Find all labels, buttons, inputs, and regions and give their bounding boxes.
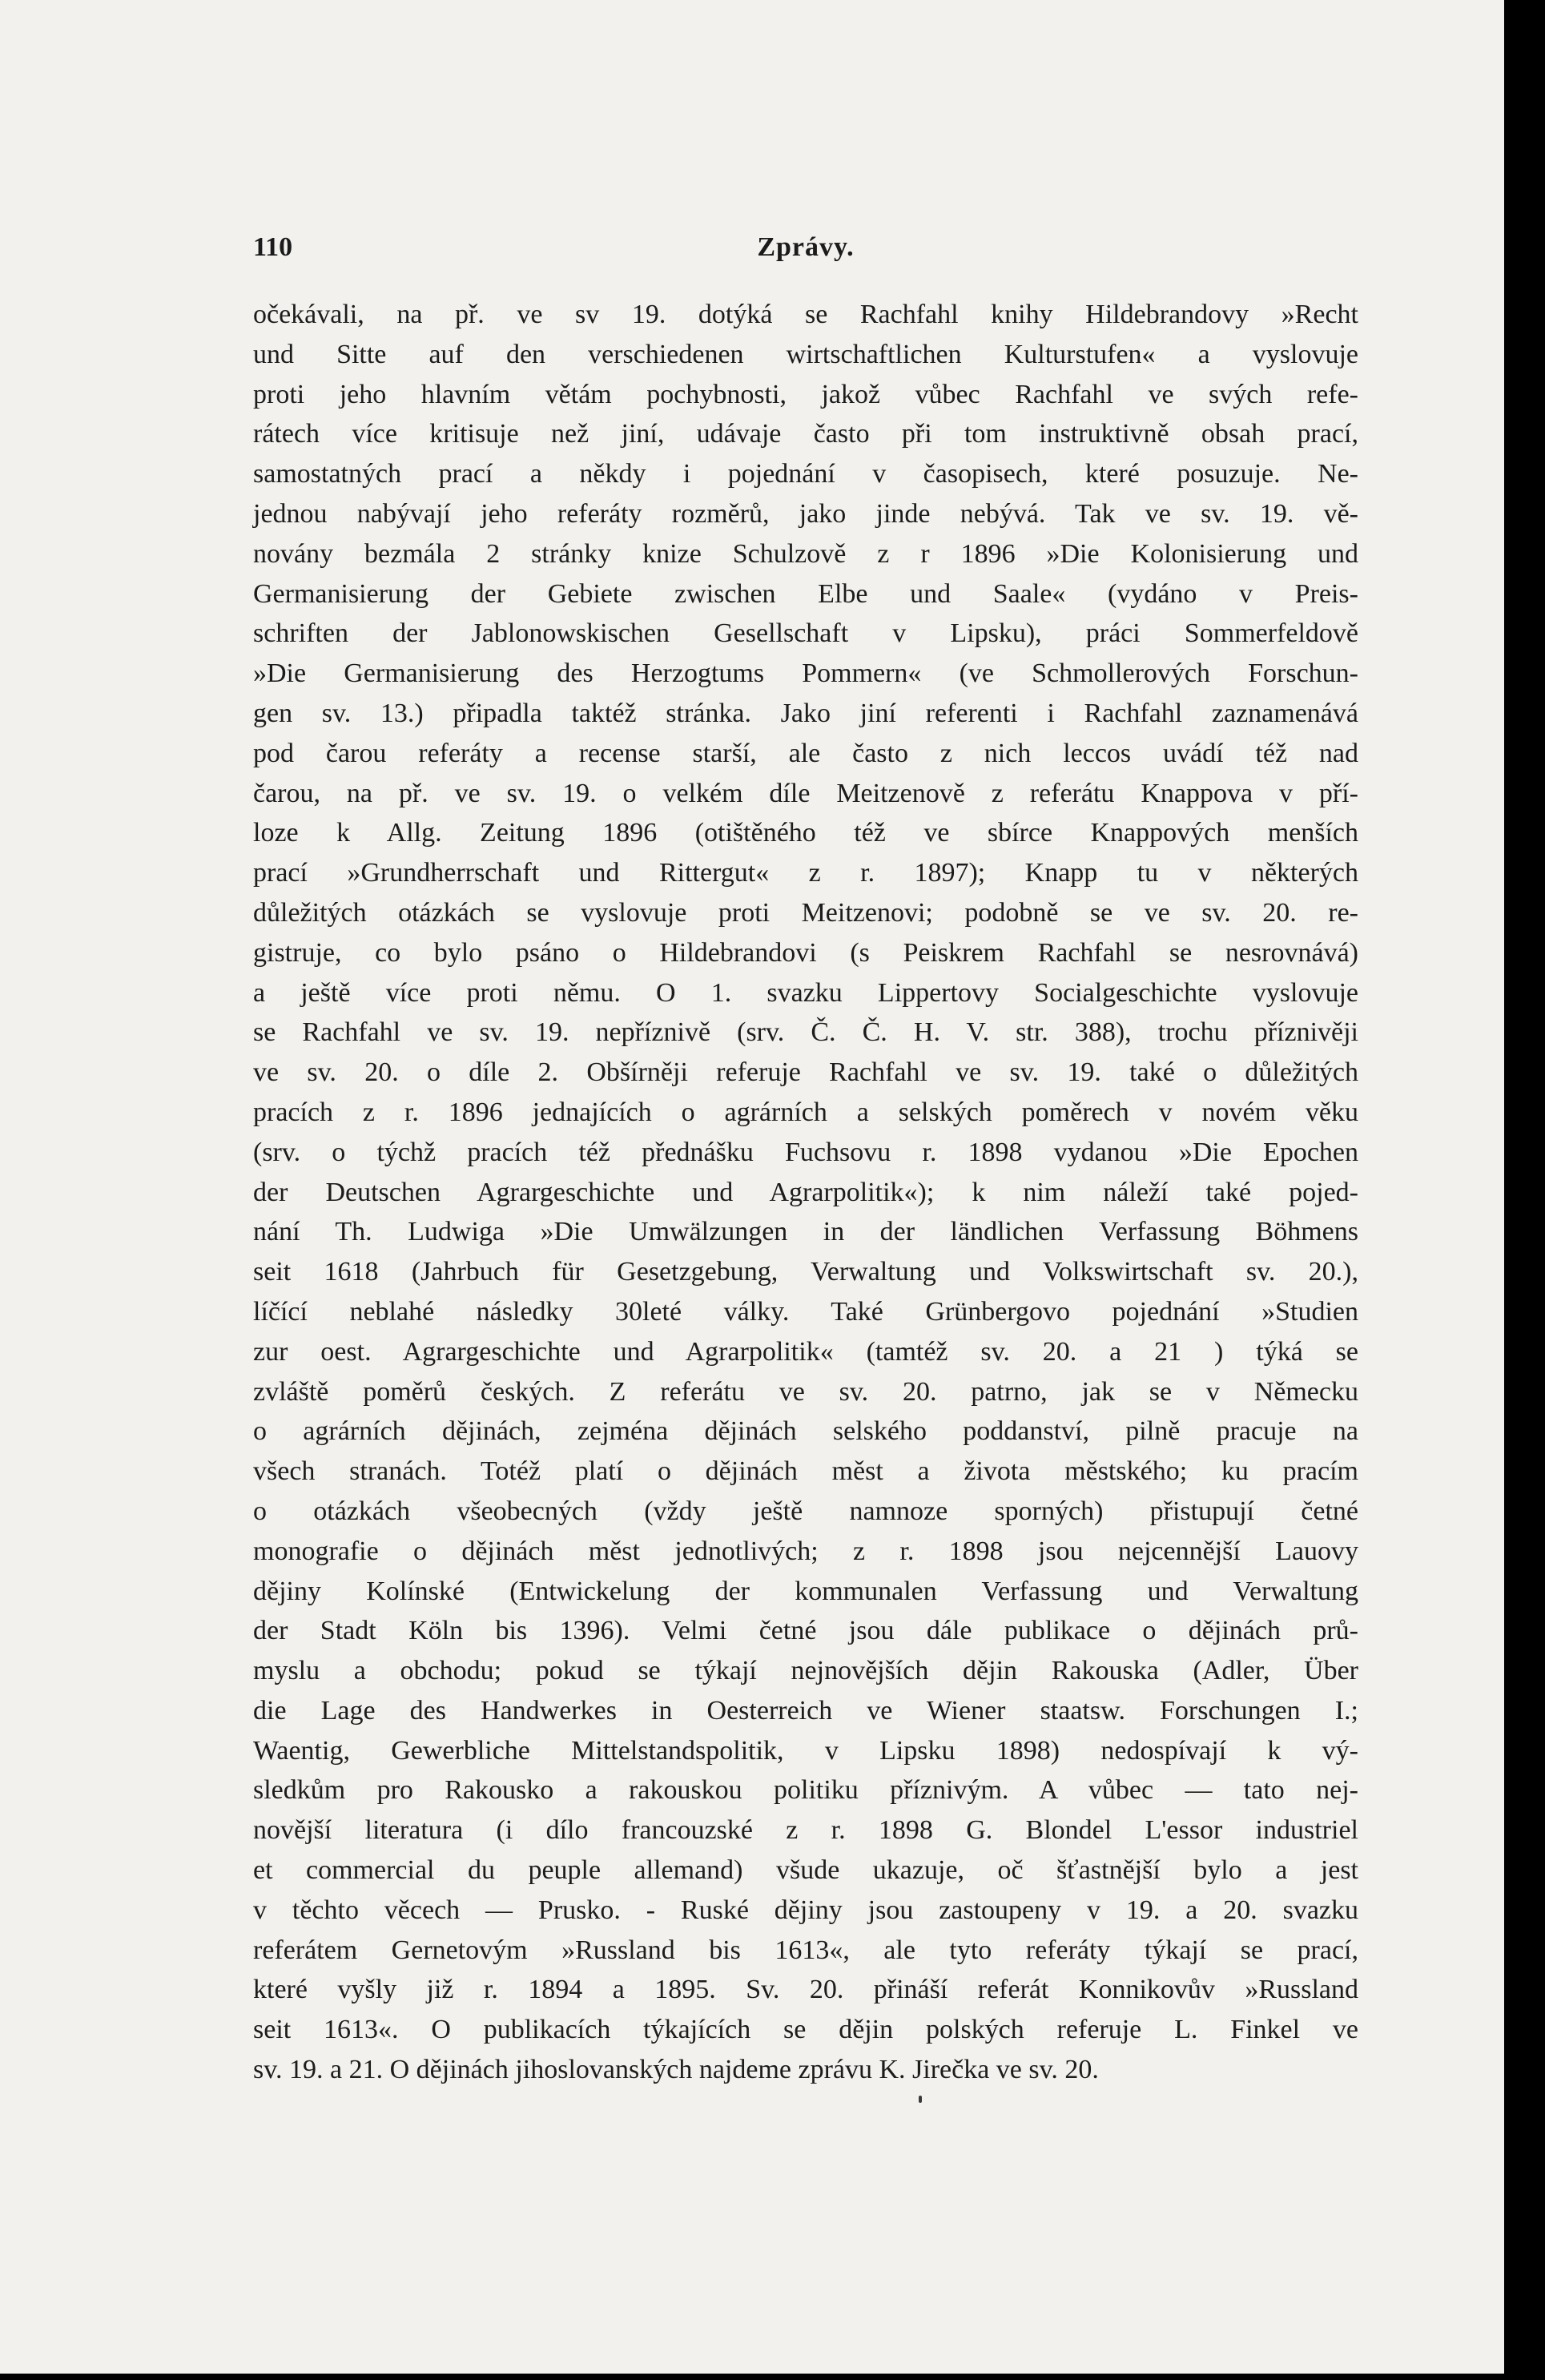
text-line: o otázkách všeobecných (vždy ještě namnoze sporných) přistupují četné (253, 1496, 1358, 1526)
text-line: jednou nabývají jeho referáty rozměrů, jako jinde nebývá. Tak ve sv. 19. vě- (253, 498, 1358, 529)
text-line: novější literatura (i dílo francouzské z r. 1898 G. Blondel L'essor industriel (253, 1815, 1358, 1846)
text-line: o agrárních dějinách, zejména dějinách selského poddanství, pilně pracuje na (253, 1416, 1358, 1447)
ink-speck (919, 2096, 922, 2103)
text-line: sledkům pro Rakousko a rakouskou politiku příznivým. A vůbec — tato nej- (253, 1775, 1358, 1806)
text-line: und Sitte auf den verschiedenen wirtschaftlichen Kulturstufen« a vyslovuje (253, 339, 1358, 369)
running-head (253, 232, 1358, 277)
text-line: proti jeho hlavním větám pochybnosti, jakož vůbec Rachfahl ve svých refe- (253, 379, 1358, 409)
text-line: seit 1618 (Jahrbuch für Gesetzgebung, Verwaltung und Volkswirtschaft sv. 20.), (253, 1257, 1358, 1287)
text-line: myslu a obchodu; pokud se týkají nejnovějších dějin Rakouska (Adler, Über (253, 1656, 1358, 1686)
text-line: nání Th. Ludwiga »Die Umwälzungen in der ländlichen Verfassung Böhmens (253, 1217, 1358, 1247)
scan-border-right (1504, 0, 1545, 2380)
text-line: a ještě více proti němu. O 1. svazku Lippertovy Socialgeschichte vyslovuje (253, 977, 1358, 1008)
text-line: zur oest. Agrargeschichte und Agrarpolitik« (tamtéž sv. 20. a 21 ) týká se (253, 1336, 1358, 1367)
text-line: gistruje, co bylo psáno o Hildebrandovi (s Peiskrem Rachfahl se nesrovnává) (253, 937, 1358, 968)
text-line: seit 1613«. O publikacích týkajících se dějin polských referuje L. Finkel ve (253, 2015, 1358, 2045)
text-line: pod čarou referáty a recense starší, ale často z nich leccos uvádí též nad (253, 738, 1358, 768)
text-line: referátem Gernetovým »Russland bis 1613«, ale tyto referáty týkají se prací, (253, 1935, 1358, 1965)
text-line: gen sv. 13.) připadla taktéž stránka. Jako jiní referenti i Rachfahl zaznamenává (253, 698, 1358, 728)
body-text (253, 295, 1358, 2090)
text-line: novány bezmála 2 stránky knize Schulzově z r 1896 »Die Kolonisierung und (253, 538, 1358, 569)
text-line: dějiny Kolínské (Entwickelung der kommunalen Verfassung und Verwaltung (253, 1576, 1358, 1606)
text-line: der Stadt Köln bis 1396). Velmi četné jsou dále publikace o dějinách prů- (253, 1616, 1358, 1646)
text-line: Waentig, Gewerbliche Mittelstandspolitik, v Lipsku 1898) nedospívají k vý- (253, 1735, 1358, 1766)
text-line: rátech více kritisuje než jiní, udávaje často při tom instruktivně obsah prací, (253, 419, 1358, 449)
text-line: pracích z r. 1896 jednajících o agrárních a selských poměrech v novém věku (253, 1097, 1358, 1127)
text-line: všech stranách. Totéž platí o dějinách měst a života městského; ku pracím (253, 1456, 1358, 1487)
text-line: »Die Germanisierung des Herzogtums Pommern« (ve Schmollerových Forschun- (253, 658, 1358, 689)
text-line: důležitých otázkách se vyslovuje proti Meitzenovi; podobně se ve sv. 20. re- (253, 897, 1358, 928)
text-line: které vyšly již r. 1894 a 1895. Sv. 20. přináší referát Konnikovův »Russland (253, 1975, 1358, 2005)
text-line: v těchto věcech — Prusko. - Ruské dějiny jsou zastoupeny v 19. a 20. svazku (253, 1895, 1358, 1925)
scan-border-bottom (0, 2374, 1545, 2380)
text-line: samostatných prací a někdy i pojednání v časopisech, které posuzuje. Ne- (253, 459, 1358, 489)
text-line: der Deutschen Agrargeschichte und Agrarpolitik«); k nim náleží také pojed- (253, 1177, 1358, 1207)
text-line: ve sv. 20. o díle 2. Obšírněji referuje Rachfahl ve sv. 19. také o důležitých (253, 1057, 1358, 1088)
text-line: sv. 19. a 21. O dějinách jihoslovanských najdeme zprávu K. Jirečka ve sv. 20. (253, 2055, 1099, 2085)
text-line: se Rachfahl ve sv. 19. nepříznivě (srv. Č. Č. H. V. str. 388), trochu příznivěji (253, 1017, 1358, 1048)
text-line: očekávali, na př. ve sv 19. dotýká se Rachfahl knihy Hildebrandovy »Recht (253, 300, 1358, 329)
text-line: et commercial du peuple allemand) všude ukazuje, oč šťastnější bylo a jest (253, 1855, 1358, 1886)
text-line: monografie o dějinách měst jednotlivých; z r. 1898 jsou nejcennější Lauovy (253, 1536, 1358, 1566)
text-line: čarou, na př. ve sv. 19. o velkém díle Meitzenově z referátu Knappova v pří- (253, 778, 1358, 808)
page-number: 110 (253, 232, 293, 262)
text-line: (srv. o týchž pracích též přednášku Fuchsovu r. 1898 vydanou »Die Epochen (253, 1137, 1358, 1167)
text-line: prací »Grundherrschaft und Rittergut« z r. 1897); Knapp tu v některých (253, 858, 1358, 888)
text-line: die Lage des Handwerkes in Oesterreich ve Wiener staatsw. Forschungen I.; (253, 1695, 1358, 1726)
text-line: zvláště poměrů českých. Z referátu ve sv. 20. patrno, jak se v Německu (253, 1376, 1358, 1407)
text-line: loze k Allg. Zeitung 1896 (otištěného též ve sbírce Knappových menších (253, 818, 1358, 848)
text-line: schriften der Jablonowskischen Gesellschaft v Lipsku), práci Sommerfeldově (253, 618, 1358, 649)
text-line: Germanisierung der Gebiete zwischen Elbe und Saale« (vydáno v Preis- (253, 578, 1358, 609)
text-line: líčící neblahé následky 30leté války. Také Grünbergovo pojednání »Studien (253, 1296, 1358, 1327)
running-title: Zprávy. (757, 232, 855, 262)
